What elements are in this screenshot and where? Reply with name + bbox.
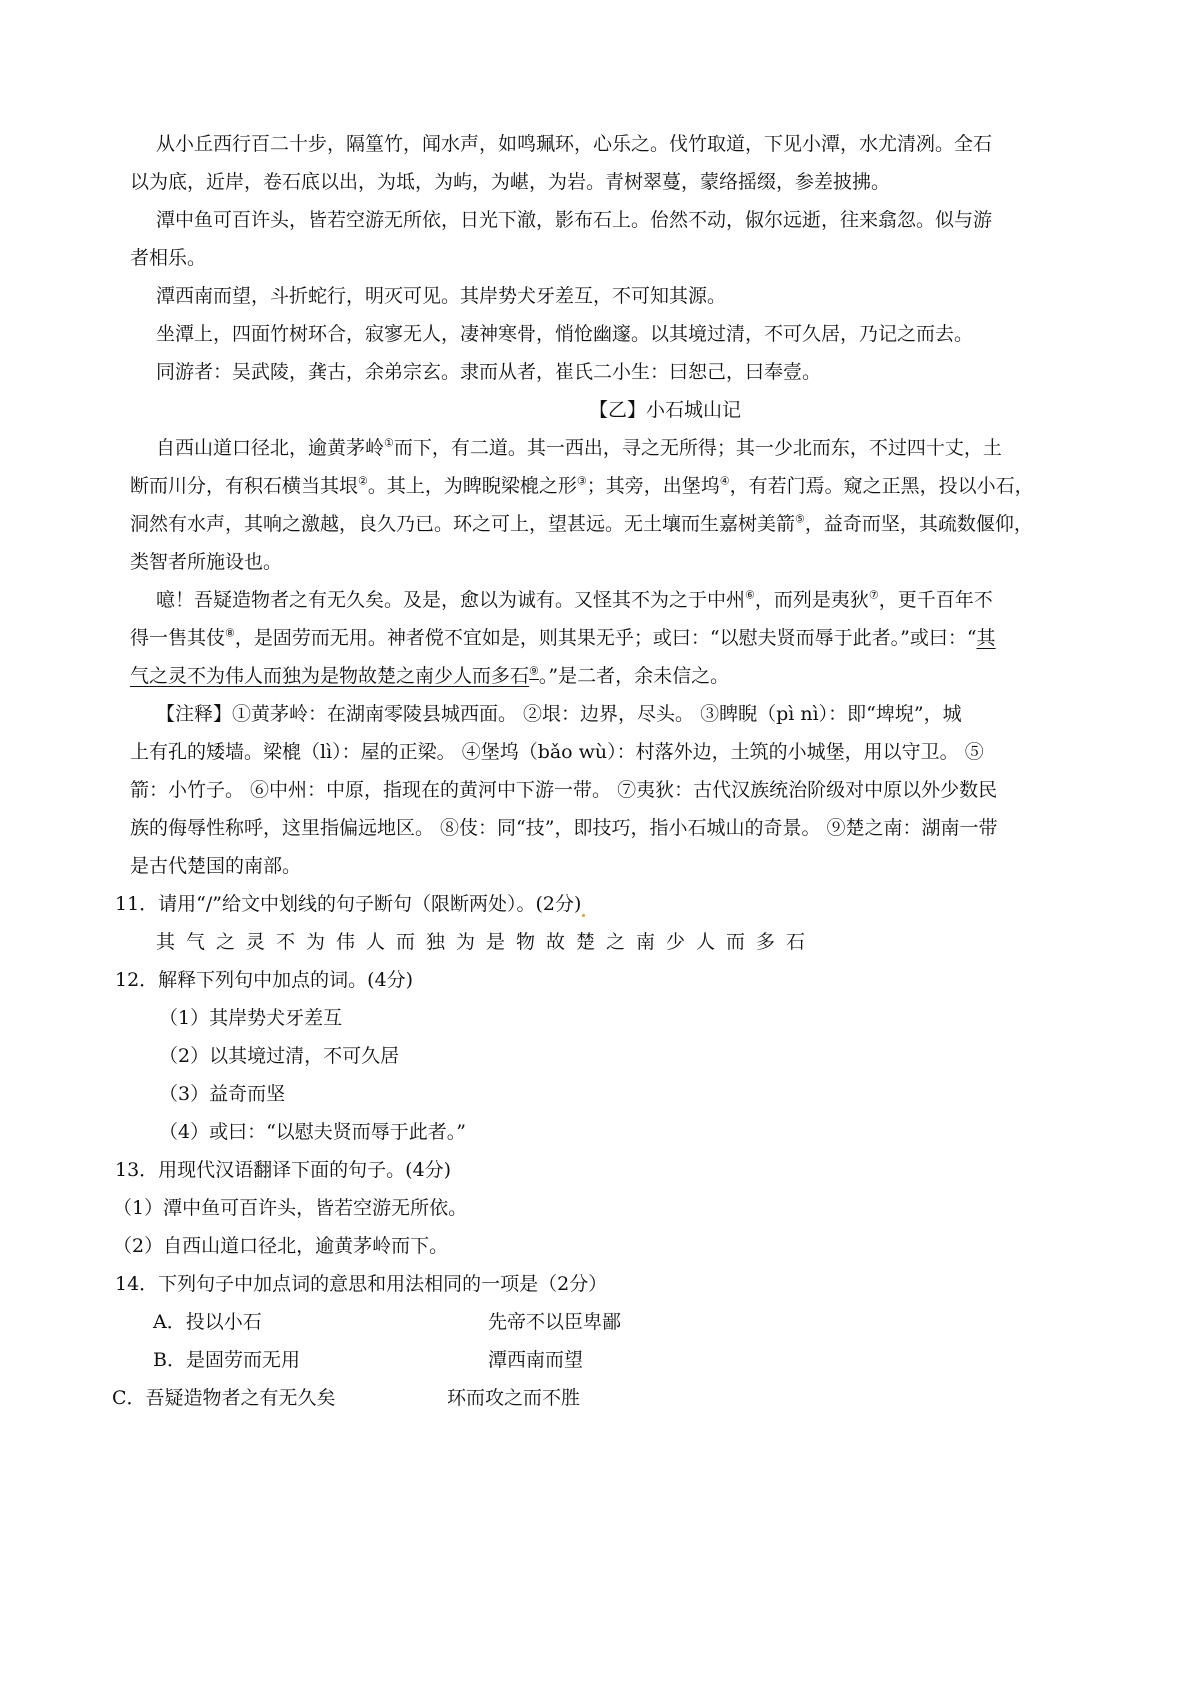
option-c-right: 环而攻之而不胜 xyxy=(447,1387,581,1409)
yi-paragraph-2-line-2: 得一售其伎⑧，是固劳而无用。神者傥不宜如是，则其果无乎；或曰：“以慰夫贤而辱于此者。”或曰：“其 xyxy=(130,626,996,649)
question-12-item-4: （4）或曰：“以慰夫贤而辱于此者。” xyxy=(159,1121,467,1143)
question-13-item-1: （1）潭中鱼可百许头，皆若空游无所依。 xyxy=(113,1197,468,1219)
jia-paragraph-1-line-1: 从小丘西行百二十步，隔篁竹，闻水声，如鸣珮环，心乐之。伐竹取道，下见小潭，水尤清冽。全石 xyxy=(156,133,993,155)
notes-line-5: 是古代楚国的南部。 xyxy=(130,855,302,877)
jia-paragraph-2-line-1: 潭中鱼可百许头，皆若空游无所依，日光下澈，影布石上。佁然不动，俶尔远逝，往来翕忽。似与游 xyxy=(156,209,993,231)
yi-paragraph-1-line-1: 自西山道口径北，逾黄茅岭①而下，有二道。其一西出，寻之无所得；其一少北而东，不过四十丈，土 xyxy=(156,436,1002,459)
jia-paragraph-5: 同游者：吴武陵，龚古，余弟宗玄。隶而从者，崔氏二小生：曰恕己，曰奉壹。 xyxy=(156,361,822,383)
mark-dot-icon xyxy=(582,914,585,917)
notes-line-1: 【注释】①黄茅岭：在湖南零陵县城西面。 ②垠：边界，尽头。 ③睥睨（pì nì）：即“埤堄”，城 xyxy=(156,703,962,725)
question-12: 12．解释下列句中加点的词。(4分) xyxy=(115,969,414,991)
option-a-right: 先帝不以臣卑鄙 xyxy=(488,1311,622,1333)
question-11: 11．请用“/”给文中划线的句子断句（限断两处）。(2分) xyxy=(115,891,1200,917)
notes-line-4: 族的侮辱性称呼，这里指偏远地区。 ⑧伎：同“技”，即技巧，指小石城山的奇景。 ⑨楚之南：湖南一带 xyxy=(130,817,998,839)
yi-paragraph-1-line-3: 洞然有水声，其响之激越，良久乃已。环之可上，望甚远。无土壤而生嘉树美箭⑤，益奇而坚，其疏数偃仰， xyxy=(130,512,1033,535)
question-12-item-3: （3）益奇而坚 xyxy=(159,1083,286,1105)
question-14: 14．下列句子中加点词的意思和用法相同的一项是（2分） xyxy=(115,1273,608,1295)
question-13-item-2: （2）自西山道口径北，逾黄茅岭而下。 xyxy=(113,1235,449,1257)
jia-paragraph-3: 潭西南而望，斗折蛇行，明灭可见。其岸势犬牙差互，不可知其源。 xyxy=(156,285,727,307)
yi-title: 【乙】小石城山记 xyxy=(588,399,741,421)
option-b-right: 潭西南而望 xyxy=(488,1349,584,1371)
question-12-item-2: （2）以其境过清，不可久居 xyxy=(159,1045,400,1067)
jia-paragraph-2-line-2: 者相乐。 xyxy=(130,247,207,269)
yi-paragraph-2-line-1: 噫！吾疑造物者之有无久矣。及是，愈以为诚有。又怪其不为之于中州⑥，而列是夷狄⑦，更千百年不 xyxy=(156,588,993,611)
question-13: 13．用现代汉语翻译下面的句子。(4分) xyxy=(115,1159,452,1181)
yi-paragraph-2-line-3: 气之灵不为伟人而独为是物故楚之南少人而多石⑨。”是二者，余未信之。 xyxy=(130,664,730,687)
underlined-sentence-start: 其 xyxy=(976,627,996,649)
option-b-left: B．是固劳而无用 xyxy=(153,1349,300,1371)
question-11-sentence: 其气之灵不为伟人而独为是物故楚之南少人而多石 xyxy=(156,931,817,953)
notes-line-3: 箭：小竹子。 ⑥中州：中原，指现在的黄河中下游一带。 ⑦夷狄：古代汉族统治阶级对中原以外少数民 xyxy=(130,779,998,801)
jia-paragraph-1-line-2: 以为底，近岸，卷石底以出，为坻，为屿，为嵁，为岩。青树翠蔓，蒙络摇缀，参差披拂。 xyxy=(130,171,891,193)
yi-paragraph-1-line-2: 断而川分，有积石横当其垠②。其上，为睥睨梁㮰之形③；其旁，出堡坞④，有若门焉。窥之正黑，投以小石， xyxy=(130,474,1034,497)
option-c-left: C．吾疑造物者之有无久矣 xyxy=(112,1387,336,1409)
yi-paragraph-1-line-4: 类智者所施设也。 xyxy=(130,551,283,573)
option-a-left: A．投以小石 xyxy=(153,1311,262,1333)
question-12-item-1: （1）其岸势犬牙差互 xyxy=(159,1007,343,1029)
notes-line-2: 上有孔的矮墙。梁㮰（lì）：屋的正梁。 ④堡坞（bǎo wù）：村落外边，土筑的小城堡，用以守卫。 ⑤ xyxy=(130,741,984,763)
underlined-sentence: 气之灵不为伟人而独为是物故楚之南少人而多石 xyxy=(130,665,530,687)
jia-paragraph-4: 坐潭上，四面竹树环合，寂寥无人，凄神寒骨，悄怆幽邃。以其境过清，不可久居，乃记之而去。 xyxy=(156,323,974,345)
